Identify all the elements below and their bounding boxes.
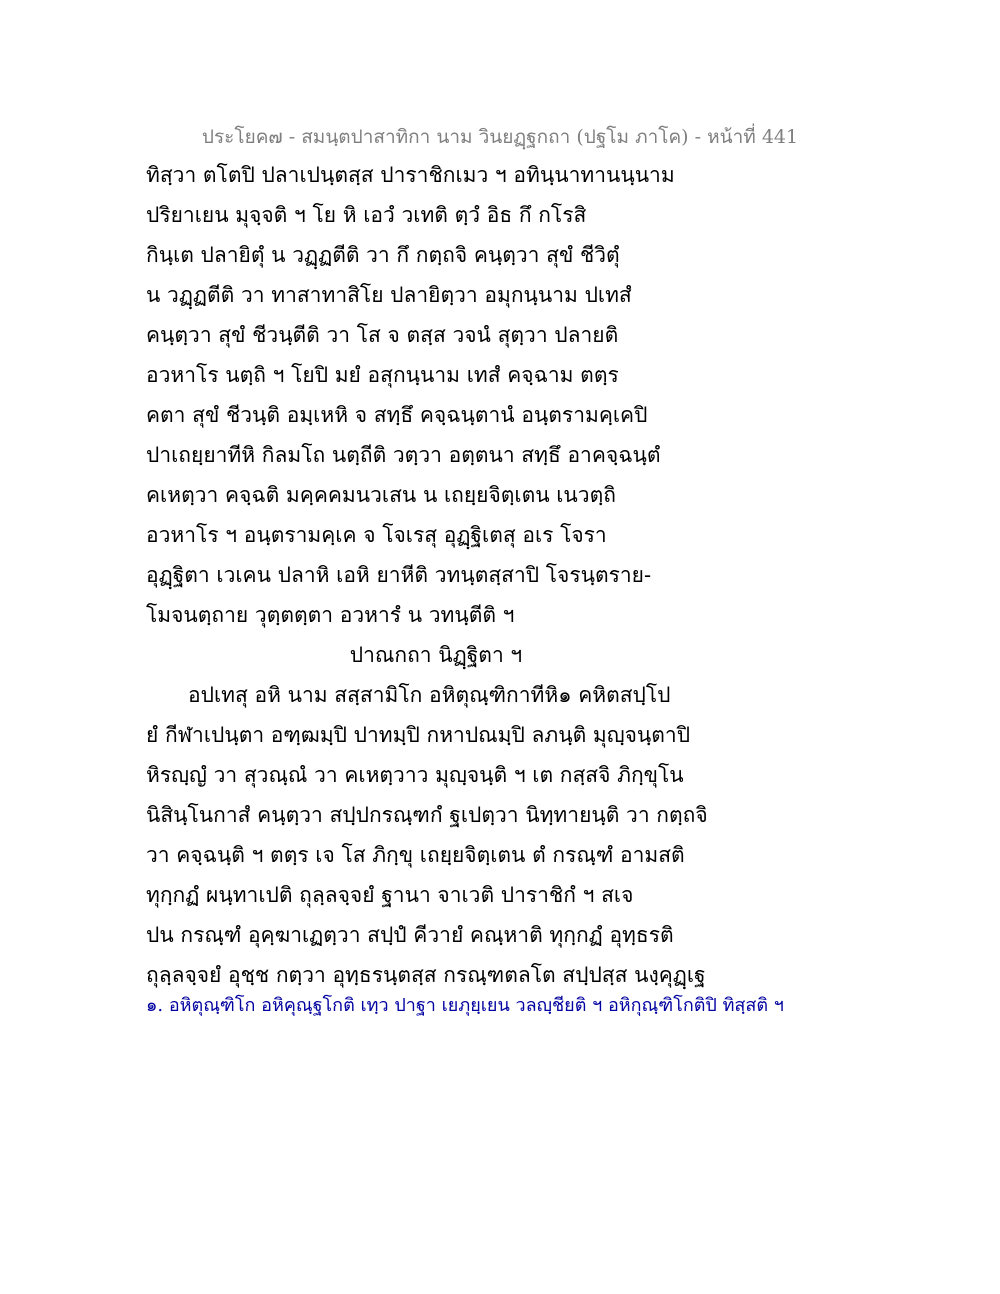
text-line: โมจนตฺถาย วุตฺตตฺตา อวหารํ น วทนฺตีติ ฯ: [146, 603, 515, 627]
body-text: [146, 155, 726, 995]
text-line: ทุกฺกฏํ ผนฺทาเปติ ถุลฺลจฺจยํ ฐานา จาเวติ ปาราชิกํ ฯ สเจ: [146, 883, 634, 907]
text-line: คเหตฺวา คจฺฉติ มคฺคคมนวเสน น เถยฺยจิตฺเตน เนวตฺถิ: [146, 483, 616, 507]
text-line: คนฺตฺวา สุขํ ชีวนฺตีติ วา โส จ ตสฺส วจนํ สุตฺวา ปลายติ: [146, 323, 619, 347]
text-line: วา คจฺฉนฺติ ฯ ตตฺร เจ โส ภิกฺขุ เถยฺยจิตฺเตน ตํ กรณฺฑํ อามสติ: [146, 843, 685, 867]
text-line: ถุลฺลจฺจยํ อุชฺช กตฺวา อุทฺธรนฺตสฺส กรณฺฑตลโต สปฺปสฺส นงฺคุฏฺเฐ: [146, 963, 706, 987]
text-line: นิสินฺโนกาสํ คนฺตฺวา สปฺปกรณฺฑกํ ฐเปตฺวา นิทฺทายนฺติ วา กตฺถจิ: [146, 803, 708, 827]
text-line: อวหาโร นตฺถิ ฯ โยปิ มยํ อสุกนฺนาม เทสํ คจฺฉาม ตตฺร: [146, 363, 619, 387]
paragraph-first-line: อปเทสุ อหิ นาม สสฺสามิโก อหิตุณฺฑิกาทีหิ๑ คหิตสปฺโป: [188, 683, 671, 707]
text-line: หิรญฺญํ วา สุวณฺณํ วา คเหตฺวาว มุญฺจนฺติ ฯ เต กสฺสจิ ภิกฺขุโน: [146, 763, 684, 787]
text-line: ปริยาเยน มุจฺจติ ฯ โย หิ เอวํ วเทติ ตฺวํ อิธ กึ กโรสิ: [146, 203, 587, 227]
text-line: กินฺเต ปลายิตุํ น วฏฺฏตีติ วา กึ กตฺถจิ คนฺตฺวา สุขํ ชีวิตุํ: [146, 243, 620, 267]
text-line: ปาเถยฺยาทีหิ กิลมโถ นตฺถีติ วตฺวา อตฺตนา สทฺธึ อาคจฺฉนฺตํ: [146, 443, 661, 467]
text-line: คตา สุขํ ชีวนฺติ อมฺเหหิ จ สทฺธึ คจฺฉนฺตานํ อนฺตรามคฺเคปิ: [146, 403, 648, 427]
text-line: อวหาโร ฯ อนฺตรามคฺเค จ โจเรสุ อุฏฺฐิเตสุ อเร โจรา: [146, 523, 607, 547]
page-header: ประโยค๗ - สมนฺตปาสาทิกา นาม วินยฏฺฐกถา (ปฐโม ภาโค) - หน้าที่ 441: [201, 126, 799, 148]
text-line: อุฏฺฐิตา เวเคน ปลาหิ เอหิ ยาหีติ วทนฺตสฺสาปิ โจรนฺตราย-: [146, 563, 652, 587]
text-line: ปน กรณฺฑํ อุคฺฆาเฏตฺวา สปฺปํ คีวายํ คณฺหาติ ทุกฺกฏํ อุทฺธรติ: [146, 923, 674, 947]
text-line: ทิสฺวา ตโตปิ ปลาเปนฺตสฺส ปาราชิกเมว ฯ อทินฺนาทานนฺนาม: [146, 163, 675, 187]
text-line: น วฏฺฏตีติ วา ทาสาทาสิโย ปลายิตฺวา อมุกนฺนาม ปเทสํ: [146, 283, 632, 307]
section-end-heading: ปาณกถา นิฏฺฐิตา ฯ: [349, 643, 523, 667]
footnote: ๑. อหิตุณฺฑิโก อหิคุณฺฐโกติ เทฺว ปาฐา เยภุยฺเยน วลญฺชียติ ฯ อหิกุณฺฑิโกติปิ ทิสฺสติ ฯ: [146, 995, 784, 1016]
text-line: ยํ กีฬาเปนฺตา อฑฺฒมฺปิ ปาทมฺปิ กหาปณมฺปิ ลภนฺติ มุญฺจนฺตาปิ: [146, 723, 691, 747]
